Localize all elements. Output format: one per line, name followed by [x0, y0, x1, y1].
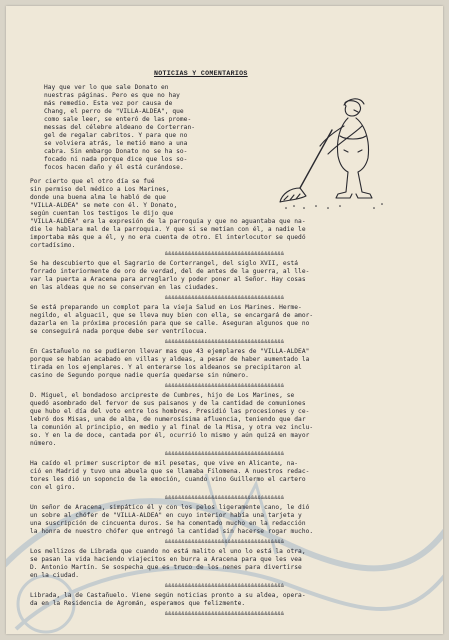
separator: &&&&&&&&&&&&&&&&&&&&&&&&&&&&&&&&&&&& — [164, 383, 285, 389]
separator: &&&&&&&&&&&&&&&&&&&&&&&&&&&&&&&&&&&& — [164, 451, 285, 457]
separator: &&&&&&&&&&&&&&&&&&&&&&&&&&&&&&&&&&&& — [164, 495, 285, 501]
separator: &&&&&&&&&&&&&&&&&&&&&&&&&&&&&&&&&&&& — [164, 611, 285, 617]
news-item-5: En Castañuelo no se pudieron llevar mas que 43 ejemplares de "VILLA-ALDEA" porque se habían acabado en villas y aldeas, a pesar de haber aumentado la tirada en los ejemplares. Y al enterarse los aldeanos se precipitaron al casino de Segundo porque nadie quería quedarse sin número. — [30, 348, 310, 380]
news-item-9: Los mellizos de Librada que cuando no está malito el uno lo está la otra, se pasan la vida haciendo viajecitos en burra a Aracena para que les vea D. Antonio Martín. Se sospecha que es truco de los nenes para divertirse en la ciudad. — [30, 548, 306, 580]
page-title: NOTICIAS Y COMENTARIOS — [154, 70, 248, 77]
news-item-10: Librada, la de Castañuelo. Viene según noticias pronto a su aldea, opera- da en la Residencia de Agromán, esperamos que felizmente. — [30, 592, 306, 608]
news-item-4: Se está preparando un complot para la vieja Salud en Los Marines. Herme- negildo, el alguacil, que se lleva muy bien con ella, se encargará de amor- dazarla en la próxima procesión para que se calle. Aseguran algunos que no se conseguirá nada porque debe ser ventrílocua. — [30, 304, 314, 336]
separator: &&&&&&&&&&&&&&&&&&&&&&&&&&&&&&&&&&&& — [164, 583, 285, 589]
news-item-1: Hay que ver lo que sale Donato en nuestras páginas. Pero es que no hay más remedio. Esta vez por causa de Chang, el perro de "VILLA-ALDEA", que como sale leer, se enteró de las prome- messas del célebre aldeano de Corterran- gel de regalar cabritos. Y para que no se volviera atrás, le metió mano a una cabra. Sin embargo Donato no se ha so- focado ni nada porque dice que los so- focos hacen daño y él está curándose. — [44, 84, 196, 172]
news-item-7: Ha caído el primer suscriptor de mil pesetas, que vive en Alicante, na- ció en Madrid y tuvo una abuela que se llamaba Filomena. A nuestros redac- tores les dió un soponcio de la emoción, cuando vino Guillermo el cartero con el giro. — [30, 460, 310, 492]
news-item-2: Por cierto que el otro día se fué sin permiso del médico a Los Marines, donde una buena alma le habló de que "VILLA-ALDEA" se mete con él. Y Donato, según cuentan los testigos le dijo que "VILLA-ALDEA" era la expresión de la parroquia y que no aguantaba que na- die le hablara mal de la parroquia. Y que si se metían con él, a nadie le importaba más que a él, y no era cuenta de otro. El interlocutor se quedó cortadísimo. — [30, 178, 306, 250]
news-item-6: D. Miguel, el bondadoso arcipreste de Cumbres, hijo de Los Marines, se quedó asombrado del fervor de sus paisanos y de la cantidad de comuniones que hubo el día del voto entre los hombres. Presidió las procesiones y ce- lebró dos Misas, una de alba, de numerosísima afluencia, teniendo que dar la comunión al principio, en medio y al final de la Misa, y otra vez inclu- so. Y en la de doce, cantada por él, ocurrió lo mismo y aún quizá en mayor número. — [30, 392, 314, 448]
newsletter-page — [6, 6, 443, 634]
separator: &&&&&&&&&&&&&&&&&&&&&&&&&&&&&&&&&&&& — [164, 295, 285, 301]
news-item-3: Se ha descubierto que el Sagrario de Corterrangel, del siglo XVII, está forrado interiormente de oro de verdad, del de antes de la guerra, al lle- var la puerta a Aracena para arreglarlo y poder poner al Señor. Hay cosas en las aldeas que no se conservan en las ciudades. — [30, 260, 310, 292]
separator: &&&&&&&&&&&&&&&&&&&&&&&&&&&&&&&&&&&& — [164, 539, 285, 545]
separator: &&&&&&&&&&&&&&&&&&&&&&&&&&&&&&&&&&&& — [164, 339, 285, 345]
separator: &&&&&&&&&&&&&&&&&&&&&&&&&&&&&&&&&&&& — [164, 251, 285, 257]
news-item-8: Un señor de Aracena, simpático él y con los pelos ligeramente cano, le dió un sobre al chófer de "VILLA-ALDEA" en cuyo interior había una tarjeta y una suscripción de cincuenta duros. Se ha comentado mucho en la redacción la honra de nuestro chófer que entregó la cantidad sin hacerse rogar mucho. — [30, 504, 314, 536]
